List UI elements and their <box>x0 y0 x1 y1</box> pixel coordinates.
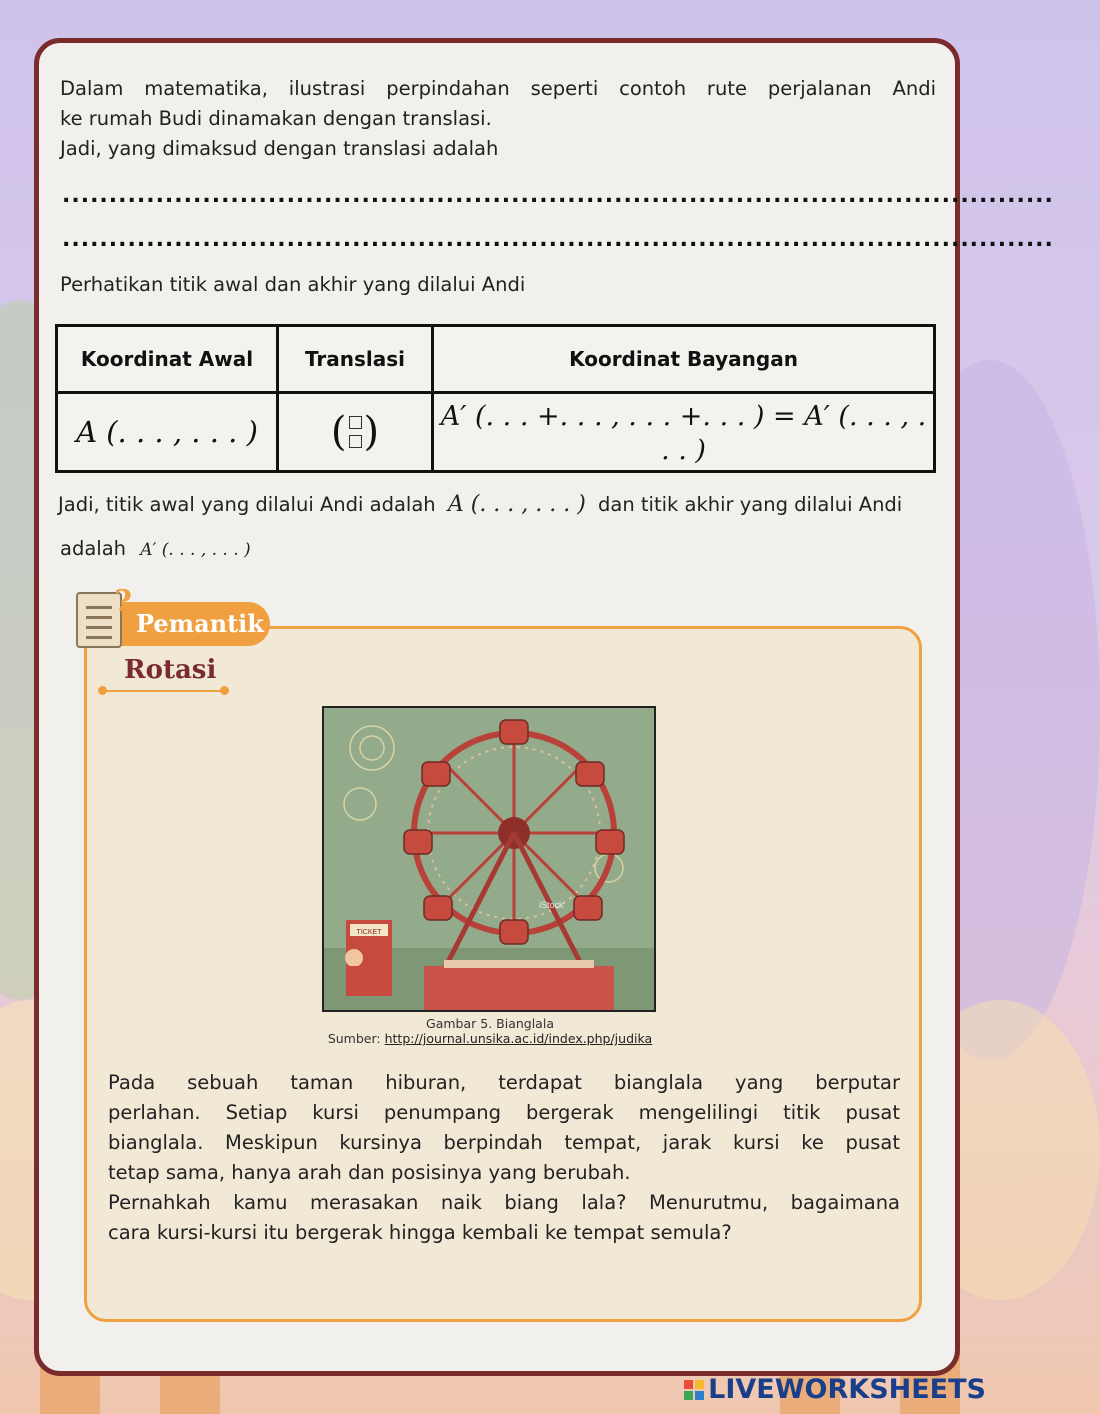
conclusion-line-1 <box>58 490 958 520</box>
vector-box-top[interactable] <box>349 416 362 429</box>
conclusion-text-3: adalah <box>60 537 127 560</box>
cell-koordinat-awal[interactable]: A (. . . , . . . ) <box>57 393 278 472</box>
question-line-2: cara kursi-kursi itu bergerak hingga kembali ke tempat semula? <box>108 1221 732 1244</box>
header-koordinat-bayangan: Koordinat Bayangan <box>433 326 935 393</box>
underline-dot-left <box>98 686 107 695</box>
cell-translasi[interactable] <box>278 393 433 472</box>
conclusion-text-2: dan titik akhir yang dilalui Andi <box>598 493 903 516</box>
table-header-row <box>57 326 935 393</box>
image-watermark: iStock <box>539 900 564 910</box>
answer-line-2[interactable]: .......................................................................................................... <box>62 227 1054 252</box>
ticket-sign: TICKET <box>356 929 382 936</box>
notebook-question-icon: ? <box>76 592 122 648</box>
ferris-wheel-illustration <box>324 708 654 1010</box>
conclusion-point-start[interactable]: A (. . . , . . . ) <box>447 492 586 517</box>
cell-koordinat-bayangan[interactable]: A′ (. . . +. . . , . . . +. . . ) = A′ (. . . , . . . ) <box>433 393 935 472</box>
subtitle-underline <box>102 690 226 692</box>
observe-instruction: Perhatikan titik awal dan akhir yang dilalui Andi <box>60 273 526 296</box>
header-translasi: Translasi <box>278 326 433 393</box>
intro-line-1: Dalam matematika, ilustrasi perpindahan seperti contoh rute perjalanan Andi <box>60 77 936 100</box>
vector-box-bottom[interactable] <box>349 435 362 448</box>
question-line-1: Pernahkah kamu merasakan naik biang lala? Menurutmu, bagaimana <box>108 1191 900 1214</box>
caption-source-label: Sumber: <box>327 1031 381 1046</box>
ferris-wheel-image <box>322 706 656 1012</box>
translation-table <box>55 324 936 473</box>
section-subtitle: Rotasi <box>124 655 217 685</box>
pemantik-tab: Pemantik <box>96 602 270 646</box>
liveworksheets-logo[interactable] <box>684 1374 986 1405</box>
paragraph-line-1: Pada sebuah taman hiburan, terdapat bianglala yang berputar <box>108 1071 900 1094</box>
translation-vector[interactable]: ( ) <box>330 409 380 455</box>
table-row <box>57 393 935 472</box>
caption-source-link[interactable]: http://journal.unsika.ac.id/index.php/judika <box>384 1031 653 1046</box>
intro-line-2: ke rumah Budi dinamakan dengan translasi. <box>60 107 492 130</box>
underline-dot-right <box>220 686 229 695</box>
conclusion-line-2 <box>60 534 259 565</box>
conclusion-text-1: Jadi, titik awal yang dilalui Andi adalah <box>58 493 436 516</box>
brand-name: LIVEWORKSHEETS <box>708 1374 986 1405</box>
figure-caption-source <box>290 1031 690 1046</box>
conclusion-point-end[interactable]: A′ (. . . , . . . ) <box>140 540 251 560</box>
figure-caption-title: Gambar 5. Bianglala <box>426 1016 554 1031</box>
header-koordinat-awal: Koordinat Awal <box>57 326 278 393</box>
paragraph-line-3: bianglala. Meskipun kursinya berpindah tempat, jarak kursi ke pusat <box>108 1131 900 1154</box>
answer-line-1[interactable]: .......................................................................................................... <box>62 183 1054 208</box>
intro-line-3: Jadi, yang dimaksud dengan translasi adalah <box>60 137 499 160</box>
paragraph-line-4: tetap sama, hanya arah dan posisinya yang berubah. <box>108 1161 631 1184</box>
brand-icon <box>684 1380 704 1400</box>
paragraph-line-2: perlahan. Setiap kursi penumpang bergerak mengelilingi titik pusat <box>108 1101 900 1124</box>
